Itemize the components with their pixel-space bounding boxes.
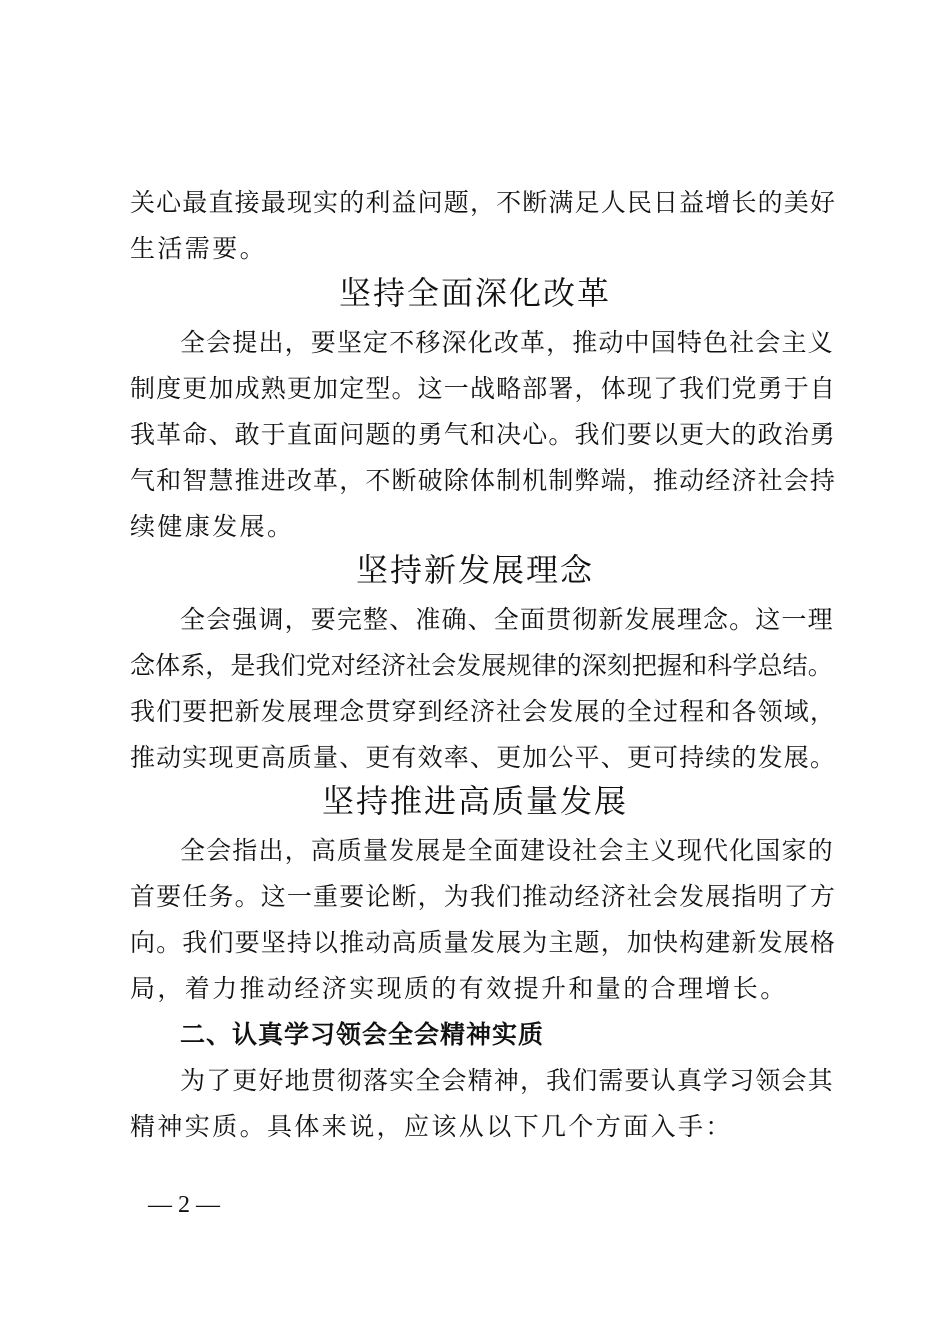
paragraph-line: 推动实现更高质量、更有效率、更加公平、更可持续的发展。 <box>130 743 837 772</box>
paragraph-line: 关心最直接最现实的利益问题，不断满足人民日益增长的美好 <box>130 188 837 217</box>
paragraph-line: 全会指出，高质量发展是全面建设社会主义现代化国家的 <box>180 836 834 865</box>
paragraph-line: 气和智慧推进改革，不断破除体制机制弊端，推动经济社会持 <box>130 466 837 495</box>
paragraph-line: 全会提出，要坚定不移深化改革，推动中国特色社会主义 <box>180 328 834 357</box>
paragraph-line: 生活需要。 <box>130 234 268 263</box>
paragraph-line: 精神实质。具体来说，应该从以下几个方面入手： <box>130 1112 733 1141</box>
section-subheading: 二、认真学习领会全会精神实质 <box>180 1020 545 1049</box>
section-heading: 坚持全面深化改革 <box>338 274 611 312</box>
paragraph-line: 我们要把新发展理念贯穿到经济社会发展的全过程和各领域， <box>130 697 837 726</box>
paragraph-line: 局，着力推动经济实现质的有效提升和量的合理增长。 <box>130 974 788 1003</box>
paragraph-line: 全会强调，要完整、准确、全面贯彻新发展理念。这一理 <box>180 605 834 634</box>
paragraph-line: 续健康发展。 <box>130 512 295 541</box>
paragraph-line: 我革命、敢于直面问题的勇气和决心。我们要以更大的政治勇 <box>130 420 837 449</box>
section-heading: 坚持新发展理念 <box>355 551 594 589</box>
page-number: — 2 — <box>148 1192 220 1218</box>
paragraph-line: 念体系，是我们党对经济社会发展规律的深刻把握和科学总结。 <box>130 651 833 680</box>
paragraph-line: 首要任务。这一重要论断，为我们推动经济社会发展指明了方 <box>130 882 837 911</box>
paragraph-line: 向。我们要坚持以推动高质量发展为主题，加快构建新发展格 <box>130 928 837 957</box>
paragraph-line: 制度更加成熟更加定型。这一战略部署，体现了我们党勇于自 <box>130 374 837 403</box>
paragraph-line: 为了更好地贯彻落实全会精神，我们需要认真学习领会其 <box>180 1066 834 1095</box>
section-heading: 坚持推进高质量发展 <box>321 782 628 820</box>
